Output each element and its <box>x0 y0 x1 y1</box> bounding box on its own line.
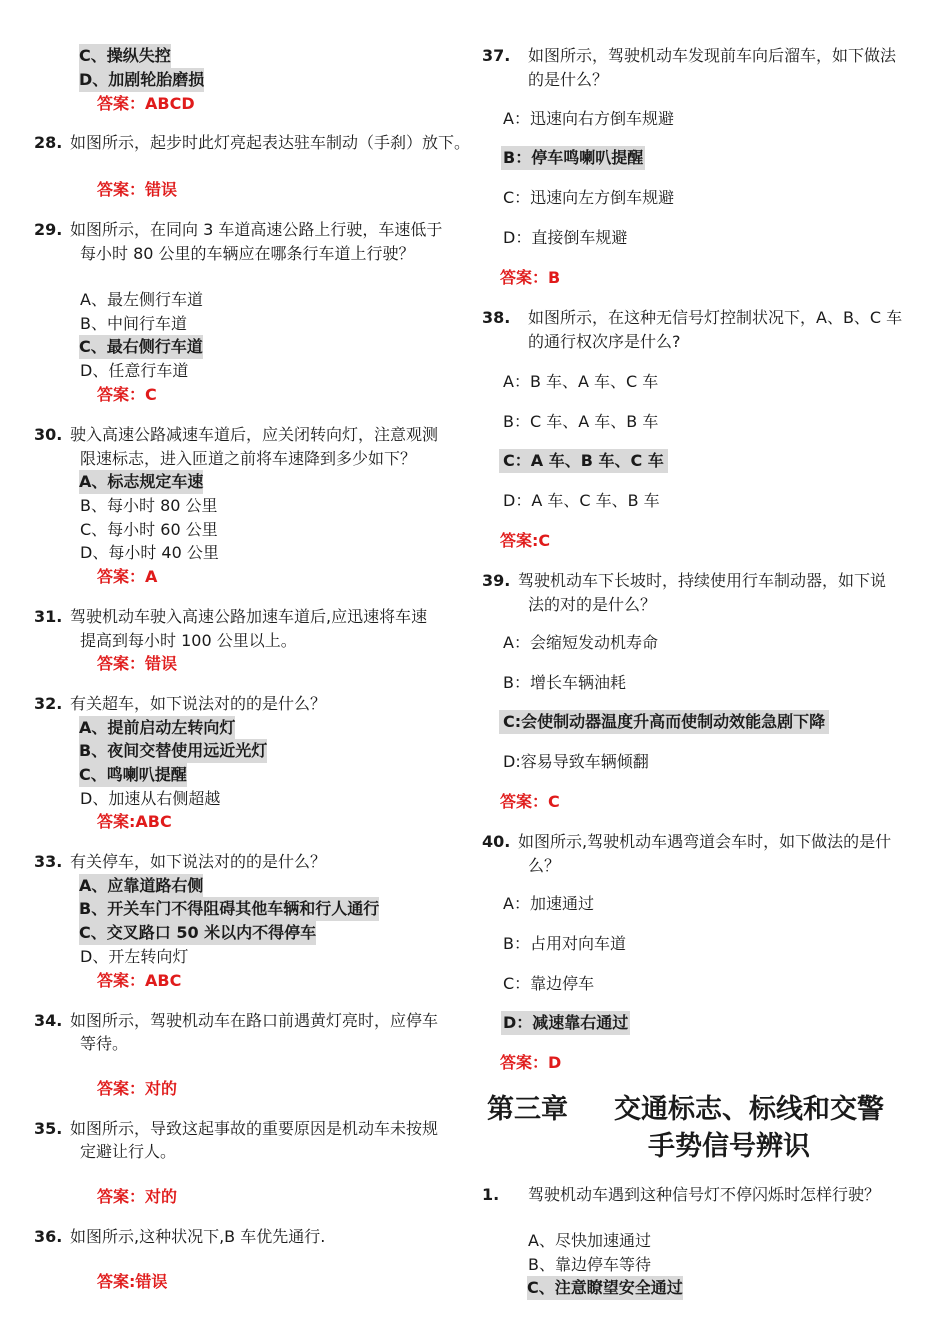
q39-number: 39. <box>482 571 511 590</box>
q40-number: 40. <box>482 832 511 851</box>
q33-stem <box>34 850 326 874</box>
q30-number: 30. <box>34 425 63 444</box>
q39-option-b: B：增长车辆油耗 <box>503 673 626 692</box>
q37-number: 37. <box>482 46 511 65</box>
q39-stem <box>482 569 886 593</box>
q34-text-line2: 等待。 <box>80 1034 129 1053</box>
q35-text-line1: 如图所示，导致这起事故的重要原因是机动车未按规 <box>70 1119 439 1138</box>
q40-stem <box>482 830 891 854</box>
q27-answer: 答案：ABCD <box>97 94 195 113</box>
q35-text-line2: 定避让行人。 <box>80 1142 177 1161</box>
c1-text: 驾驶机动车遇到这种信号灯不停闪烁时怎样行驶？ <box>528 1185 881 1204</box>
q32-answer: 答案:ABC <box>97 812 172 831</box>
q32-option-b: B、夜间交替使用远近光灯 <box>79 739 267 763</box>
q33-number: 33. <box>34 852 63 871</box>
q36-stem <box>34 1225 325 1249</box>
q40-option-b: B：占用对向车道 <box>503 934 626 953</box>
q33-option-b: B、开关车门不得阻碍其他车辆和行人通行 <box>79 897 379 921</box>
q39-option-c: C:会使制动器温度升高而使制动效能急剧下降 <box>499 710 829 734</box>
q32-option-c: C、鸣喇叭提醒 <box>79 763 187 787</box>
q29-option-b: B、中间行车道 <box>80 314 187 333</box>
chapter-number: 第三章 <box>487 1094 568 1125</box>
chapter-title-line1: 交通标志、标线和交警 <box>614 1094 884 1125</box>
q39-option-d: D:容易导致车辆倾翻 <box>503 752 649 771</box>
q37-option-c: C：迅速向左方倒车规避 <box>503 188 675 207</box>
q31-text-line1: 驾驶机动车驶入高速公路加速车道后,应迅速将车速 <box>70 607 428 626</box>
q33-option-c: C、交叉路口 50 米以内不得停车 <box>79 921 316 945</box>
q29-text-line1: 如图所示，在同向 3 车道高速公路上行驶，车速低于 <box>70 220 443 239</box>
q38-option-c: C：A 车、B 车、C 车 <box>499 449 668 473</box>
q29-number: 29. <box>34 220 63 239</box>
q34-number: 34. <box>34 1011 63 1030</box>
q33-option-d: D、开左转向灯 <box>80 947 189 966</box>
q29-option-d: D、任意行车道 <box>80 361 189 380</box>
q28-stem <box>34 131 470 155</box>
q38-answer: 答案:C <box>500 531 551 550</box>
q37-option-d: D：直接倒车规避 <box>503 228 628 247</box>
c1-stem <box>482 1183 880 1207</box>
q38-text-line2: 的通行权次序是什么? <box>528 332 681 351</box>
q31-number: 31. <box>34 607 63 626</box>
q29-option-c: C、最右侧行车道 <box>79 335 203 359</box>
q37-option-a: A：迅速向右方倒车规避 <box>503 109 674 128</box>
q37-text-line1: 如图所示，驾驶机动车发现前车向后溜车，如下做法 <box>528 46 897 65</box>
q32-text: 有关超车，如下说法对的的是什么？ <box>70 694 327 713</box>
q30-option-b: B、每小时 80 公里 <box>80 496 218 515</box>
q31-text-line2: 提高到每小时 100 公里以上。 <box>80 631 297 650</box>
q39-text-line1: 驾驶机动车下长坡时，持续使用行车制动器，如下说 <box>518 571 887 590</box>
q37-stem <box>482 44 896 68</box>
q35-number: 35. <box>34 1119 63 1138</box>
q30-stem <box>34 423 438 447</box>
q40-option-d: D：减速靠右通过 <box>501 1011 630 1035</box>
q38-stem <box>482 306 902 330</box>
q31-answer: 答案：错误 <box>97 654 178 673</box>
q40-answer: 答案：D <box>500 1053 562 1072</box>
q29-option-a: A、最左侧行车道 <box>80 290 203 309</box>
q27-option-d: D、加剧轮胎磨损 <box>79 68 204 92</box>
q38-option-d: D：A 车、C 车、B 车 <box>503 491 660 510</box>
q38-option-a: A：B 车、A 车、C 车 <box>503 372 659 391</box>
q38-option-b: B：C 车、A 车、B 车 <box>503 412 659 431</box>
q32-option-a: A、提前启动左转向灯 <box>79 716 235 740</box>
q33-answer: 答案：ABC <box>97 971 182 990</box>
q31-stem <box>34 605 427 629</box>
c1-option-a: A、尽快加速通过 <box>528 1231 651 1250</box>
q32-option-d: D、加速从右侧超越 <box>80 789 221 808</box>
q28-number: 28. <box>34 133 63 152</box>
c1-option-b: B、靠边停车等待 <box>528 1255 651 1274</box>
q36-number: 36. <box>34 1227 63 1246</box>
q32-stem <box>34 692 326 716</box>
q30-answer: 答案：A <box>97 567 158 586</box>
q32-number: 32. <box>34 694 63 713</box>
q40-option-c: C：靠边停车 <box>503 974 595 993</box>
q30-text-line1: 驶入高速公路减速车道后，应关闭转向灯，注意观测 <box>70 425 439 444</box>
q28-answer: 答案：错误 <box>97 180 178 199</box>
q39-answer: 答案：C <box>500 792 560 811</box>
c1-option-c: C、注意瞭望安全通过 <box>527 1276 683 1300</box>
q37-text-line2: 的是什么？ <box>528 70 609 89</box>
q34-text-line1: 如图所示，驾驶机动车在路口前遇黄灯亮时，应停车 <box>70 1011 439 1030</box>
q38-text-line1: 如图所示，在这种无信号灯控制状况下，A、B、C 车 <box>528 308 903 327</box>
q38-number: 38. <box>482 308 511 327</box>
q39-option-a: A：会缩短发动机寿命 <box>503 633 658 652</box>
c1-number: 1. <box>482 1185 500 1204</box>
q30-option-d: D、每小时 40 公里 <box>80 543 219 562</box>
q39-text-line2: 法的对的是什么？ <box>528 595 657 614</box>
q34-answer: 答案：对的 <box>97 1079 178 1098</box>
q27-option-c: C、操纵失控 <box>79 44 171 68</box>
q34-stem <box>34 1009 438 1033</box>
q40-text-line1: 如图所示,驾驶机动车遇弯道会车时，如下做法的是什 <box>518 832 892 851</box>
q35-stem <box>34 1117 438 1141</box>
q36-answer: 答案:错误 <box>97 1272 168 1291</box>
q28-text: 如图所示，起步时此灯亮起表达驻车制动（手刹）放下。 <box>70 133 471 152</box>
q30-text-line2: 限速标志，进入匝道之前将车速降到多少如下？ <box>80 449 417 468</box>
q29-answer: 答案：C <box>97 385 157 404</box>
q33-text: 有关停车，如下说法对的的是什么？ <box>70 852 327 871</box>
q35-answer: 答案：对的 <box>97 1187 178 1206</box>
q37-answer: 答案：B <box>500 268 561 287</box>
q36-text: 如图所示,这种状况下,B 车优先通行. <box>70 1227 326 1246</box>
q30-option-c: C、每小时 60 公里 <box>80 520 218 539</box>
chapter-title-line2: 手势信号辨识 <box>648 1131 810 1162</box>
q40-option-a: A：加速通过 <box>503 894 594 913</box>
q33-option-a: A、应靠道路右侧 <box>79 874 203 898</box>
q37-option-b: B：停车鸣喇叭提醒 <box>501 146 645 170</box>
q29-stem <box>34 218 442 242</box>
q30-option-a: A、标志规定车速 <box>79 470 203 494</box>
q40-text-line2: 么？ <box>528 856 561 875</box>
q29-text-line2: 每小时 80 公里的车辆应在哪条行车道上行驶？ <box>80 244 415 263</box>
